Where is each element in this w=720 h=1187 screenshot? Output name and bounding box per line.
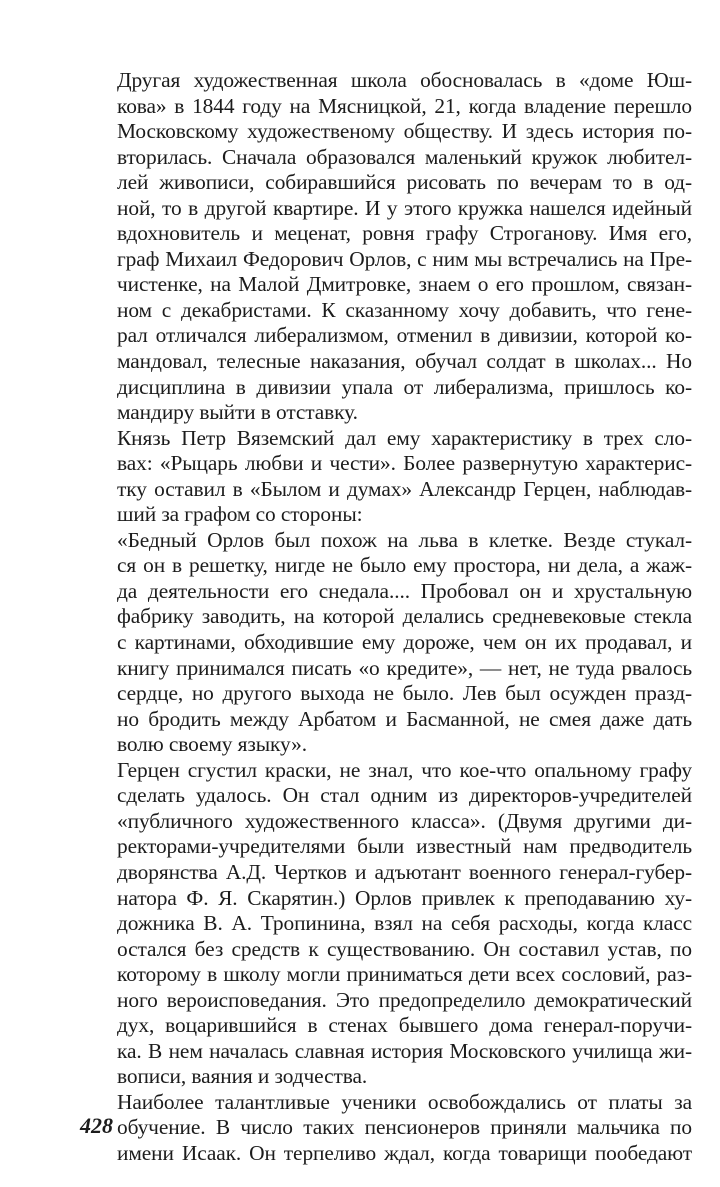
text-line: мандовал, телесные наказания, обучал солдат в школах... Но bbox=[117, 349, 692, 374]
paragraph bbox=[80, 426, 692, 528]
text-line: Герцен сгустил краски, не знал, что кое-что опальному графу bbox=[117, 757, 692, 782]
text-line: вторилась. Сначала образовался маленький кружок любител- bbox=[117, 144, 692, 169]
text-line: но бродить между Арбатом и Басманной, не смея даже дать bbox=[117, 706, 692, 731]
paragraph bbox=[80, 68, 692, 426]
text-line: кова» в 1844 году на Мясницкой, 21, когда владение перешло bbox=[117, 93, 692, 118]
text-line: тку оставил в «Былом и думах» Александр Герцен, наблюдав- bbox=[117, 476, 692, 501]
text-line: граф Михаил Федорович Орлов, с ним мы встречались на Пре- bbox=[117, 246, 692, 271]
text-line: обучение. В число таких пенсионеров приняли мальчика по bbox=[117, 1115, 692, 1140]
text-line: ший за графом со стороны: bbox=[117, 502, 363, 527]
text-line: фабрику заводить, на которой делались средневековые стекла bbox=[117, 604, 692, 629]
text-line: ка. В нем началась славная история Московского училища жи- bbox=[117, 1038, 692, 1063]
paragraph bbox=[80, 758, 692, 1090]
page-number: 428 bbox=[80, 1113, 113, 1138]
text-line: ном с декабристами. К сказанному хочу добавить, что гене- bbox=[117, 297, 692, 322]
text-line: волю своему языку». bbox=[117, 732, 307, 757]
text-line: ной, то в другой квартире. И у этого кружка нашелся идейный bbox=[117, 195, 692, 220]
text-line: вдохновитель и меценат, ровня графу Строганову. Имя его, bbox=[117, 221, 692, 246]
text-line: дисциплина в дивизии упала от либерализма, пришлось ко- bbox=[117, 374, 692, 399]
text-line: дворянства А.Д. Чертков и адъютант военного генерал-губер- bbox=[117, 859, 692, 884]
text-line: рал отличался либерализмом, отменил в дивизии, которой ко- bbox=[117, 323, 692, 348]
text-line: вах: «Рыцарь любви и чести». Более развернутую характерис- bbox=[117, 451, 692, 476]
text-line: книгу принимался писать «о кредите», — нет, не туда рвалось bbox=[117, 655, 692, 680]
text-line: ректорами-учредителями были известный нам предводитель bbox=[117, 834, 692, 859]
text-line: натора Ф. Я. Скарятин.) Орлов привлек к преподаванию ху- bbox=[117, 885, 692, 910]
text-line: ся он в решетку, нигде не было ему простора, ни дела, а жаж- bbox=[117, 553, 692, 578]
text-line: с картинами, обходившие ему дороже, чем он их продавал, и bbox=[117, 630, 692, 655]
text-line: сделать удалось. Он стал одним из директоров-учредителей bbox=[117, 783, 692, 808]
text-line: «публичного художественного класса». (Двумя другими ди- bbox=[117, 808, 692, 833]
text-line: Князь Петр Вяземский дал ему характеристику в трех сло- bbox=[117, 425, 692, 450]
text-line: Наиболее талантливые ученики освобождались от платы за bbox=[117, 1089, 692, 1114]
text-line: чистенке, на Малой Дмитровке, знаем о его прошлом, связан- bbox=[117, 272, 692, 297]
text-line: ного вероисповедания. Это предопределило демократический bbox=[117, 987, 692, 1012]
body-text bbox=[80, 68, 692, 1167]
text-line: вописи, ваяния и зодчества. bbox=[117, 1064, 368, 1089]
text-line: дожника В. А. Тропинина, взял на себя расходы, когда класс bbox=[117, 911, 692, 936]
text-line: лей живописи, собиравшийся рисовать по вечерам то в од- bbox=[117, 170, 692, 195]
text-line: дух, воцарившийся в стенах бывшего дома генерал-поручи- bbox=[117, 1013, 692, 1038]
paragraph bbox=[80, 528, 692, 758]
paragraph bbox=[80, 1090, 692, 1167]
text-line: остался без средств к существованию. Он составил устав, по bbox=[117, 936, 692, 961]
text-line: Московскому художественому обществу. И здесь история по- bbox=[117, 119, 692, 144]
text-line: да деятельности его снедала.... Пробовал он и хрустальную bbox=[117, 578, 692, 603]
text-line: «Бедный Орлов был похож на льва в клетке. Везде стукал- bbox=[117, 527, 692, 552]
text-line: которому в школу могли приниматься дети всех сословий, раз- bbox=[117, 962, 692, 987]
text-line: Другая художественная школа обосновалась в «доме Юш- bbox=[117, 68, 692, 92]
text-line: мандиру выйти в отставку. bbox=[117, 400, 358, 425]
text-line: имени Исаак. Он терпеливо ждал, когда товарищи пообедают bbox=[117, 1140, 692, 1165]
text-line: сердце, но другого выхода не было. Лев был осужден празд- bbox=[117, 681, 692, 706]
